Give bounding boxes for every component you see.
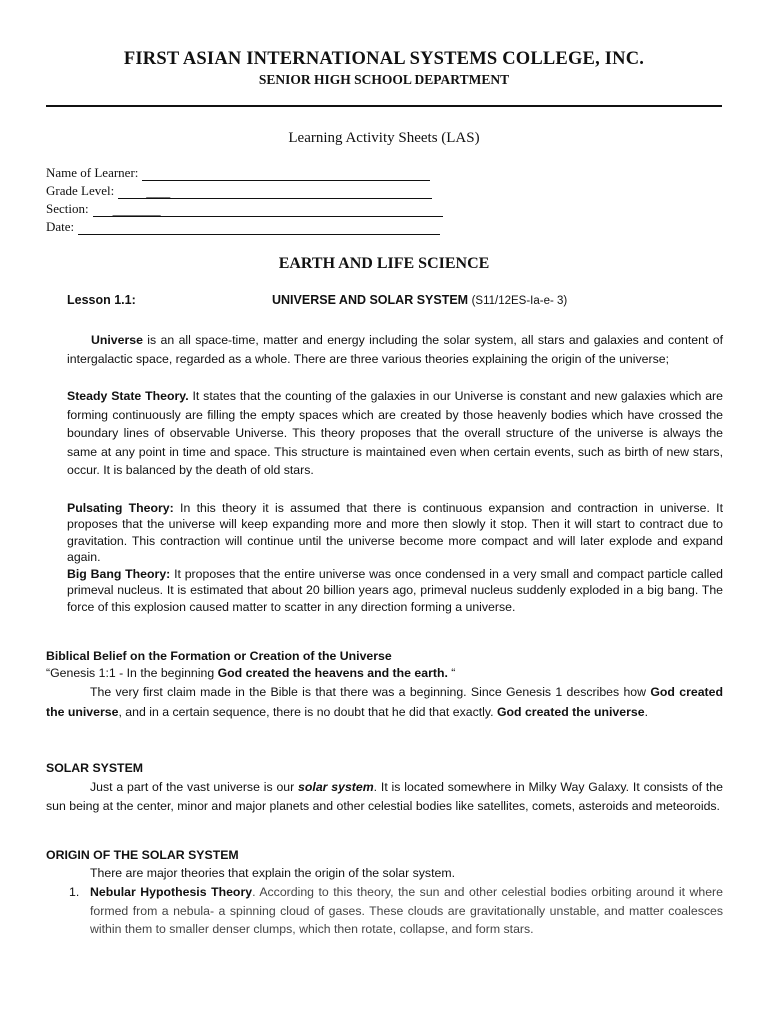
- pulsating-text: In this theory it is assumed that there is continuous expansion and contraction in universe. It proposes that the universe will keep expanding more and more then slowly it stop. Then it will start to contract due to gravitation. This contraction will continue until the universe become more compact and will later explode and expand again.: [67, 501, 723, 564]
- biblical-heading: Biblical Belief on the Formation or Creation of the Universe: [46, 649, 392, 663]
- biblical-text-2: , and in a certain sequence, there is no doubt that he did that exactly.: [118, 704, 497, 719]
- date-label: Date:: [46, 219, 75, 234]
- header-divider: [46, 105, 722, 107]
- universe-paragraph: [67, 331, 723, 368]
- section-field: [46, 199, 443, 217]
- origin-heading: ORIGIN OF THE SOLAR SYSTEM: [46, 848, 239, 862]
- department-name: SENIOR HIGH SCHOOL DEPARTMENT: [258, 72, 510, 87]
- genesis-suffix: “: [447, 666, 456, 680]
- lesson-code: (S11/12ES-Ia-e- 3): [471, 295, 568, 307]
- biblical-text-3: .: [644, 704, 648, 719]
- nebular-text: . According to this theory, the sun and other celestial bodies orbiting around it where formed from a nebula- a spinning cloud of gases. These clouds are gravitationally unstable, and matter coalesces within them to smaller denser clumps, which then rotate, collapse, and form stars.: [90, 885, 723, 936]
- nebular-term: Nebular Hypothesis Theory: [90, 885, 253, 899]
- solar-system-heading: SOLAR SYSTEM: [46, 761, 144, 775]
- lesson-label: Lesson 1.1:: [67, 293, 136, 307]
- universe-text: is an all space-time, matter and energy including the solar system, all stars and galaxies and content of intergalactic space, regarded as a whole. There are three various theories explaining the origin of the universe;: [67, 333, 723, 366]
- name-input-line[interactable]: [142, 166, 430, 181]
- name-field: [46, 163, 430, 181]
- biblical-text-1: The very first claim made in the Bible is that there was a beginning. Since Genesis 1 describes how: [90, 685, 651, 699]
- big-bang-term: Big Bang Theory:: [67, 567, 171, 581]
- biblical-bold-2: God created the universe: [496, 704, 645, 719]
- grade-label: Grade Level:: [46, 183, 115, 198]
- biblical-bold-1: God created the universe: [46, 685, 723, 719]
- subject-title: EARTH AND LIFE SCIENCE: [278, 255, 490, 272]
- steady-state-paragraph: [67, 387, 723, 480]
- solar-system-term: solar system: [298, 780, 374, 794]
- section-label: Section:: [46, 201, 89, 216]
- grade-value: ____: [146, 185, 171, 199]
- steady-state-term: Steady State Theory.: [67, 389, 189, 403]
- genesis-prefix: “Genesis 1:1 - In the beginning: [46, 666, 218, 680]
- section-input-line[interactable]: [93, 202, 443, 217]
- universe-term: Universe: [91, 333, 143, 347]
- biblical-paragraph: [46, 683, 723, 722]
- genesis-bold: God created the heavens and the earth.: [217, 666, 448, 680]
- date-field: [46, 217, 440, 235]
- sheet-title: Learning Activity Sheets (LAS): [288, 130, 480, 146]
- pulsating-paragraph: [67, 500, 723, 565]
- solar-text-1: Just a part of the vast universe is our: [90, 780, 299, 794]
- solar-text-2: . It is located somewhere in Milky Way Galaxy. It consists of the sun being at the center, minor and major planets and other celestial bodies like satellites, comets, asteroids and meteoroids.: [46, 780, 723, 813]
- solar-system-paragraph: [46, 778, 723, 816]
- steady-state-text: It states that the counting of the galaxies in our Universe is constant and new galaxies which are forming continuously are filling the empty spaces which are created by those heavenly bodies which have crossed the boundary lines of observable Universe. This theory proposes that the overall structure of the universe is always the same at any point in time and space. This structure is maintained even when certain events, such as birth of new stars, occur. It is balanced by the death of old stars.: [67, 389, 723, 477]
- big-bang-paragraph: [67, 566, 723, 615]
- nebular-number: 1.: [69, 885, 80, 899]
- big-bang-text: It proposes that the entire universe was once condensed in a very small and compact particle called primeval nucleus. It is estimated that about 20 billion years ago, primeval nucleus suddenly exploded in a big bang. The force of this explosion caused matter to scatter in any direction forming a universe.: [67, 567, 723, 614]
- grade-field: [46, 181, 432, 199]
- date-input-line[interactable]: [78, 220, 440, 235]
- pulsating-term: Pulsating Theory:: [67, 501, 174, 515]
- grade-input-line[interactable]: [118, 184, 432, 199]
- college-name: FIRST ASIAN INTERNATIONAL SYSTEMS COLLEGE, INC.: [123, 49, 645, 69]
- name-label: Name of Learner:: [46, 165, 139, 180]
- genesis-quote: [46, 664, 723, 683]
- section-value: ________: [112, 203, 161, 217]
- lesson-title: UNIVERSE AND SOLAR SYSTEM: [272, 293, 469, 307]
- origin-intro: There are major theories that explain the origin of the solar system.: [90, 866, 455, 880]
- lesson-title-line: [272, 293, 567, 307]
- nebular-item: [69, 883, 723, 939]
